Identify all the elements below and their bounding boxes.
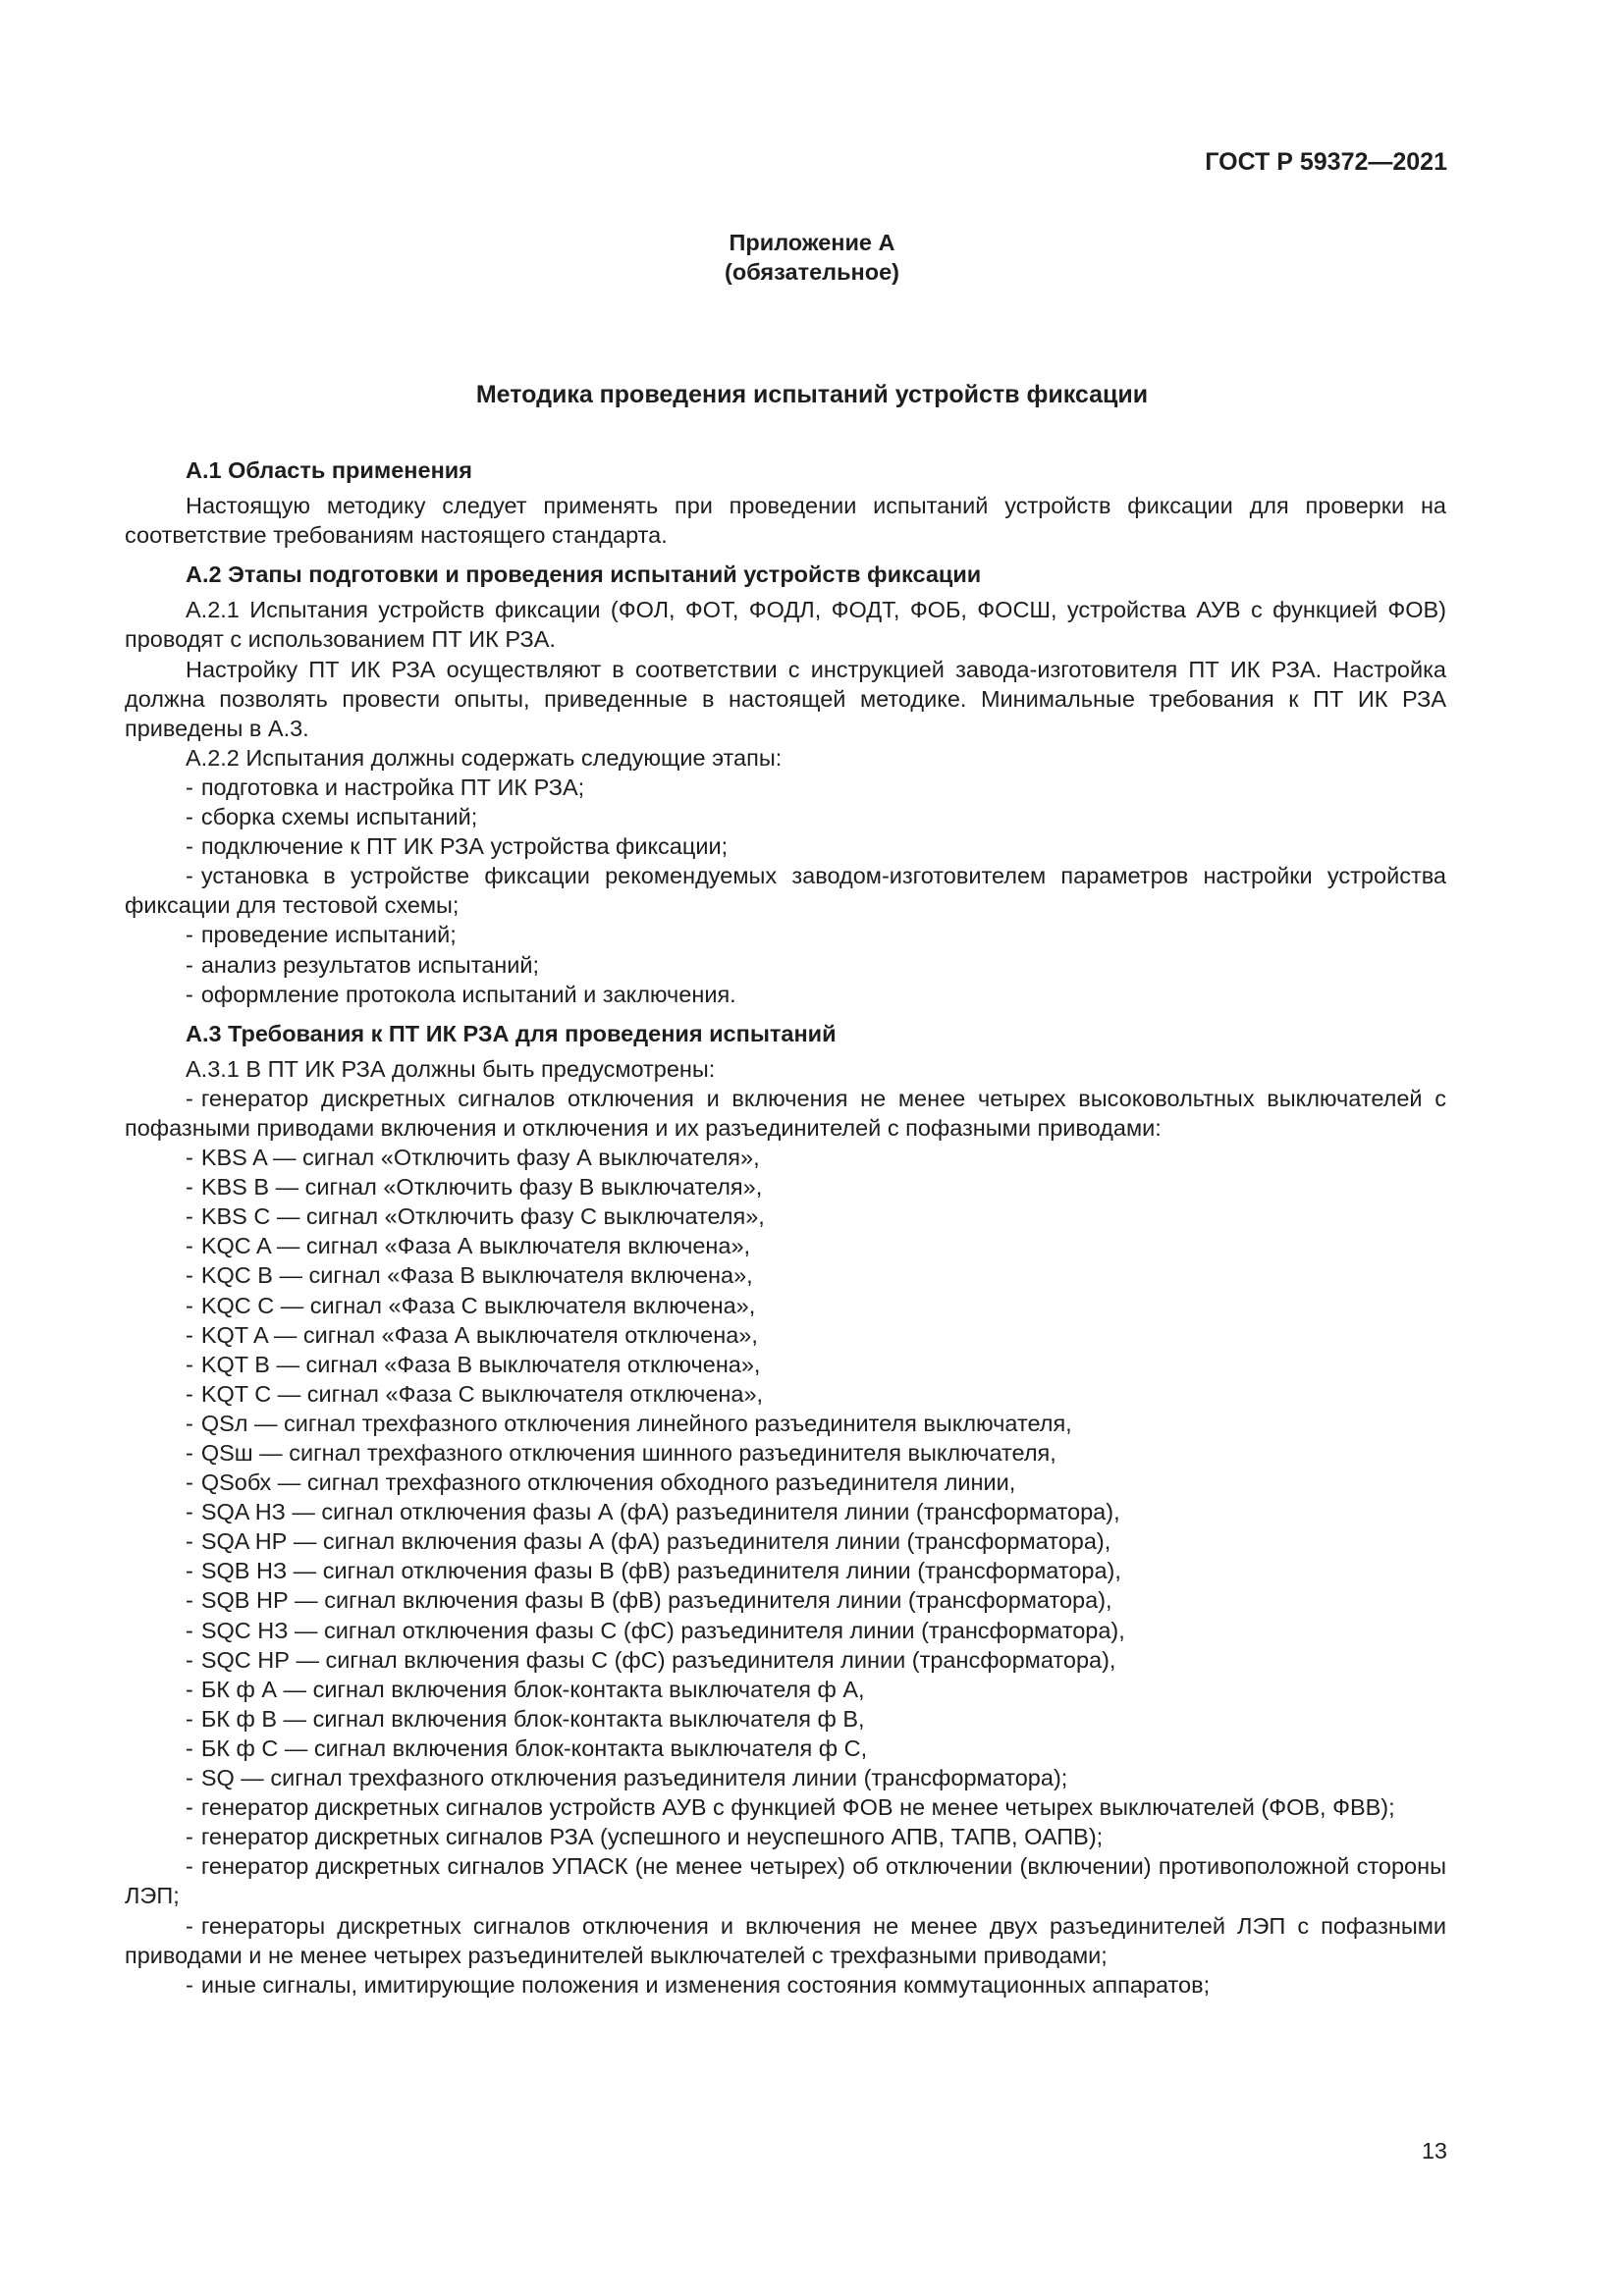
list-item: - проведение испытаний; (186, 922, 457, 948)
list-item: - SQB НЗ — сигнал отключения фазы В (фВ) разъединителя линии (трансформатора), (186, 1558, 1121, 1584)
list-item: - БК ф В — сигнал включения блок-контакта выключателя ф В, (186, 1705, 865, 1732)
page-number: 13 (1421, 2138, 1447, 2163)
paragraph-a1: Настоящую методику следует применять при проведении испытаний устройств фиксации для проверки на соответствие требованиям настоящего стандарта. (125, 493, 1446, 549)
list-item: - SQA НЗ — сигнал отключения фазы А (фА) разъединителя линии (трансформатора), (186, 1499, 1120, 1525)
list-item: - QSш — сигнал трехфазного отключения шинного разъединителя выключателя, (186, 1440, 1056, 1466)
list-item: - KQT B — сигнал «Фаза В выключателя отключена», (186, 1351, 761, 1377)
list-item: - KQT A — сигнал «Фаза А выключателя отключена», (186, 1321, 758, 1348)
paragraph-a2-2: Настройку ПТ ИК РЗА осуществляют в соответствии с инструкцией завода-изготовителя ПТ ИК РЗА. Настройка должна позволять провести опыты, приведенные в настоящей методике. Минимальные требования к ПТ ИК РЗА приведены в А.3. (125, 656, 1446, 741)
list-item: - KQC A — сигнал «Фаза А выключателя включена», (186, 1233, 751, 1259)
list-item: - SQA НР — сигнал включения фазы А (фА) разъединителя линии (трансформатора), (186, 1528, 1111, 1555)
list-item: - БК ф А — сигнал включения блок-контакта выключателя ф А, (186, 1676, 865, 1702)
list-item: - генератор дискретных сигналов отключения и включения не менее четырех высоковольтных выключателей с пофазными приводами включения и отключения и их разъединителей с пофазными приводами: (125, 1085, 1446, 1141)
document-body (125, 455, 1446, 2000)
section-heading-a1: А.1 Область применения (186, 457, 472, 483)
appendix-label: Приложение А (729, 230, 895, 255)
page-title: Методика проведения испытаний устройств фиксации (475, 381, 1149, 408)
list-item: - подключение к ПТ ИК РЗА устройства фиксации; (186, 833, 729, 860)
appendix-status: (обязательное) (725, 259, 899, 285)
list-item: - SQC НЗ — сигнал отключения фазы С (фС) разъединителя линии (трансформатора), (186, 1617, 1125, 1643)
section-heading-a2: А.2 Этапы подготовки и проведения испытаний устройств фиксации (186, 561, 982, 588)
list-item: - установка в устройстве фиксации рекомендуемых заводом-изготовителем параметров настройки устройства фиксации для тестовой схемы; (125, 863, 1446, 919)
paragraph-a2-1: А.2.1 Испытания устройств фиксации (ФОЛ, ФОТ, ФОДЛ, ФОДТ, ФОБ, ФОСШ, устройства АУВ с функцией ФОВ) проводят с использованием ПТ ИК РЗА. (125, 597, 1446, 653)
list-item: - сборка схемы испытаний; (186, 804, 478, 830)
list-item: - QSобх — сигнал трехфазного отключения обходного разъединителя линии, (186, 1469, 1016, 1496)
list-item: - оформление протокола испытаний и заключения. (186, 981, 736, 1007)
paragraph-a3-1: А.3.1 В ПТ ИК РЗА должны быть предусмотрены: (186, 1055, 716, 1082)
list-item: - генератор дискретных сигналов РЗА (успешного и неуспешного АПВ, ТАПВ, ОАПВ); (186, 1824, 1104, 1850)
paragraph-a2-3: А.2.2 Испытания должны содержать следующие этапы: (186, 744, 783, 771)
list-item: - KQC B — сигнал «Фаза В выключателя включена», (186, 1262, 753, 1289)
list-item: - SQ — сигнал трехфазного отключения разъединителя линии (трансформатора); (186, 1765, 1068, 1791)
list-item: - SQB НР — сигнал включения фазы В (фВ) разъединителя линии (трансформатора), (186, 1587, 1112, 1614)
section-heading-a3: А.3 Требования к ПТ ИК РЗА для проведения испытаний (186, 1020, 837, 1046)
list-item: - иные сигналы, имитирующие положения и изменения состояния коммутационных аппаратов; (186, 1971, 1211, 1998)
list-item: - генератор дискретных сигналов УПАСК (не менее четырех) об отключении (включении) противоположной стороны ЛЭП; (125, 1853, 1446, 1909)
list-item: - KQC C — сигнал «Фаза С выключателя включена», (186, 1292, 756, 1318)
list-item: - KBS B — сигнал «Отключить фазу В выключателя», (186, 1174, 763, 1201)
list-item: - анализ результатов испытаний; (186, 951, 540, 978)
list-item: - генераторы дискретных сигналов отключения и включения не менее двух разъединителей ЛЭП с пофазными приводами и не менее четырех разъединителей выключателей с трехфазными приводами; (125, 1912, 1446, 1968)
list-item: - KBS C — сигнал «Отключить фазу С выключателя», (186, 1203, 765, 1230)
list-item: - генератор дискретных сигналов устройств АУВ с функцией ФОВ не менее четырех выключателей (ФОВ, ФВВ); (186, 1794, 1395, 1821)
list-item: - QSл — сигнал трехфазного отключения линейного разъединителя выключателя, (186, 1410, 1072, 1436)
list-item: - БК ф С — сигнал включения блок-контакта выключателя ф С, (186, 1735, 868, 1761)
standard-designation: ГОСТ Р 59372—2021 (1205, 148, 1447, 176)
list-item: - KBS A — сигнал «Отключить фазу А выключателя», (186, 1145, 760, 1171)
list-item: - подготовка и настройка ПТ ИК РЗА; (186, 774, 585, 800)
list-item: - KQT C — сигнал «Фаза С выключателя отключена», (186, 1380, 764, 1407)
list-item: - SQC НР — сигнал включения фазы С (фС) разъединителя линии (трансформатора), (186, 1646, 1116, 1673)
